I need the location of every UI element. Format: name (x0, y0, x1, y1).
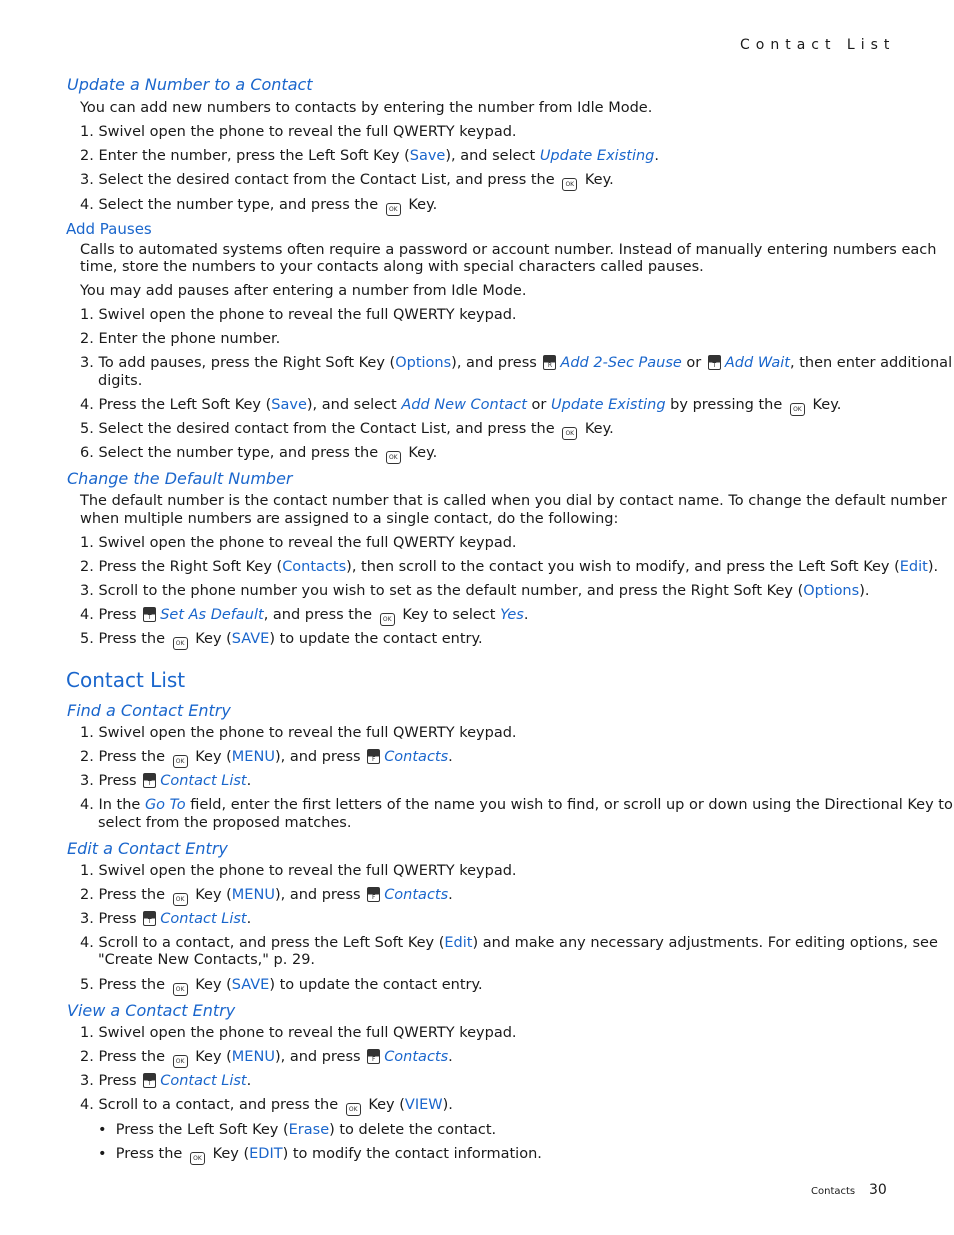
list-item: 3. Press T Contact List. (80, 1073, 252, 1089)
bullet-icon: • (98, 1122, 107, 1138)
list-item: 3. Scroll to the phone number you wish to set as the default number, and press the Right Soft Key (Options). (80, 583, 870, 599)
wait-key-icon: T (708, 355, 721, 370)
list-item: 5. Press the OK Key (SAVE) to update the contact entry. (80, 631, 483, 650)
list-item: 3. To add pauses, press the Right Soft Key (Options), and press R Add 2-Sec Pause or T Add Wait, then enter additional (80, 355, 953, 371)
ok-key-icon (380, 613, 395, 626)
list-item: 2. Press the Right Soft Key (Contacts), then scroll to the contact you wish to modify, and press the Left Soft Key (Edit). (80, 559, 939, 575)
heading-edit-contact: Edit a Contact Entry (67, 839, 228, 858)
paragraph: You can add new numbers to contacts by entering the number from Idle Mode. (80, 100, 653, 116)
list-item: 5. Select the desired contact from the Contact List, and press the OK Key. (80, 421, 614, 440)
heading-add-pauses: Add Pauses (66, 220, 152, 238)
list-item: 2. Press the OK Key (MENU), and press F Contacts. (80, 1049, 453, 1068)
paragraph: when multiple numbers are assigned to a single contact, do the following: (80, 511, 619, 527)
page-number: 30 (869, 1182, 887, 1198)
contacts-key-icon: F (367, 887, 380, 902)
list-item: 3. Press T Contact List. (80, 911, 252, 927)
ok-key-icon (386, 203, 401, 216)
ok-key-icon (562, 178, 577, 191)
ok-key-icon (562, 427, 577, 440)
list-item-continued: "Create New Contacts," p. 29. (98, 952, 316, 968)
list-item-continued: digits. (98, 373, 143, 389)
heading-change-default: Change the Default Number (67, 469, 293, 488)
list-item: 4. Press the Left Soft Key (Save), and select Add New Contact or Update Existing by pressing the OK Key. (80, 397, 841, 416)
bullet-item: • Press the Left Soft Key (Erase) to delete the contact. (98, 1122, 497, 1138)
list-item: 2. Press the OK Key (MENU), and press F Contacts. (80, 887, 453, 906)
ok-key-icon (190, 1152, 205, 1165)
list-item: 4. Select the number type, and press the OK Key. (80, 197, 437, 216)
ok-key-icon (173, 637, 188, 650)
heading-update-number: Update a Number to a Contact (67, 75, 313, 94)
contact-list-key-icon: T (143, 773, 156, 788)
ok-key-icon (173, 1055, 188, 1068)
footer-section-label: Contacts (811, 1186, 856, 1197)
list-item-continued: select from the proposed matches. (98, 815, 352, 831)
paragraph: The default number is the contact number that is called when you dial by contact name. To change the default number (80, 493, 947, 509)
paragraph: You may add pauses after entering a number from Idle Mode. (80, 283, 527, 299)
list-item: 1. Swivel open the phone to reveal the full QWERTY keypad. (80, 863, 517, 879)
contact-list-key-icon: T (143, 911, 156, 926)
ok-key-icon (346, 1103, 361, 1116)
list-item: 4. In the Go To field, enter the first letters of the name you wish to find, or scroll up or down using the Directional Key to (80, 797, 953, 813)
paragraph: Calls to automated systems often require a password or account number. Instead of manually entering numbers each (80, 242, 937, 258)
list-item: 3. Press T Contact List. (80, 773, 252, 789)
ok-key-icon (173, 755, 188, 768)
list-item: 4. Scroll to a contact, and press the OK Key (VIEW). (80, 1097, 453, 1116)
list-item: 1. Swivel open the phone to reveal the full QWERTY keypad. (80, 725, 517, 741)
list-item: 1. Swivel open the phone to reveal the full QWERTY keypad. (80, 535, 517, 551)
list-item: 3. Select the desired contact from the Contact List, and press the OK Key. (80, 172, 614, 191)
running-header: Contact List (740, 37, 896, 53)
ok-key-icon (790, 403, 805, 416)
bullet-item: • Press the OK Key (EDIT) to modify the contact information. (98, 1146, 542, 1165)
list-item: 5. Press the OK Key (SAVE) to update the contact entry. (80, 977, 483, 996)
contacts-key-icon: F (367, 1049, 380, 1064)
list-item: 4. Scroll to a contact, and press the Left Soft Key (Edit) and make any necessary adjustments. For editing options, see (80, 935, 938, 951)
list-item: 4. Press T Set As Default, and press the OK Key to select Yes. (80, 607, 528, 626)
contacts-key-icon: F (367, 749, 380, 764)
list-item: 1. Swivel open the phone to reveal the full QWERTY keypad. (80, 124, 517, 140)
set-default-key-icon: T (143, 607, 156, 622)
list-item: 2. Enter the phone number. (80, 331, 281, 347)
bullet-icon: • (98, 1146, 107, 1162)
pause-key-icon: R (543, 355, 556, 370)
ok-key-icon (173, 893, 188, 906)
paragraph: time, store the numbers to your contacts along with special characters called pauses. (80, 259, 704, 275)
section-heading-contact-list: Contact List (66, 668, 186, 692)
list-item: 1. Swivel open the phone to reveal the full QWERTY keypad. (80, 1025, 517, 1041)
ok-key-icon (386, 451, 401, 464)
list-item: 2. Enter the number, press the Left Soft Key (Save), and select Update Existing. (80, 148, 659, 164)
heading-find-contact: Find a Contact Entry (67, 701, 231, 720)
heading-view-contact: View a Contact Entry (67, 1001, 236, 1020)
contact-list-key-icon: T (143, 1073, 156, 1088)
list-item: 2. Press the OK Key (MENU), and press F Contacts. (80, 749, 453, 768)
list-item: 6. Select the number type, and press the OK Key. (80, 445, 437, 464)
ok-key-icon (173, 983, 188, 996)
list-item: 1. Swivel open the phone to reveal the full QWERTY keypad. (80, 307, 517, 323)
